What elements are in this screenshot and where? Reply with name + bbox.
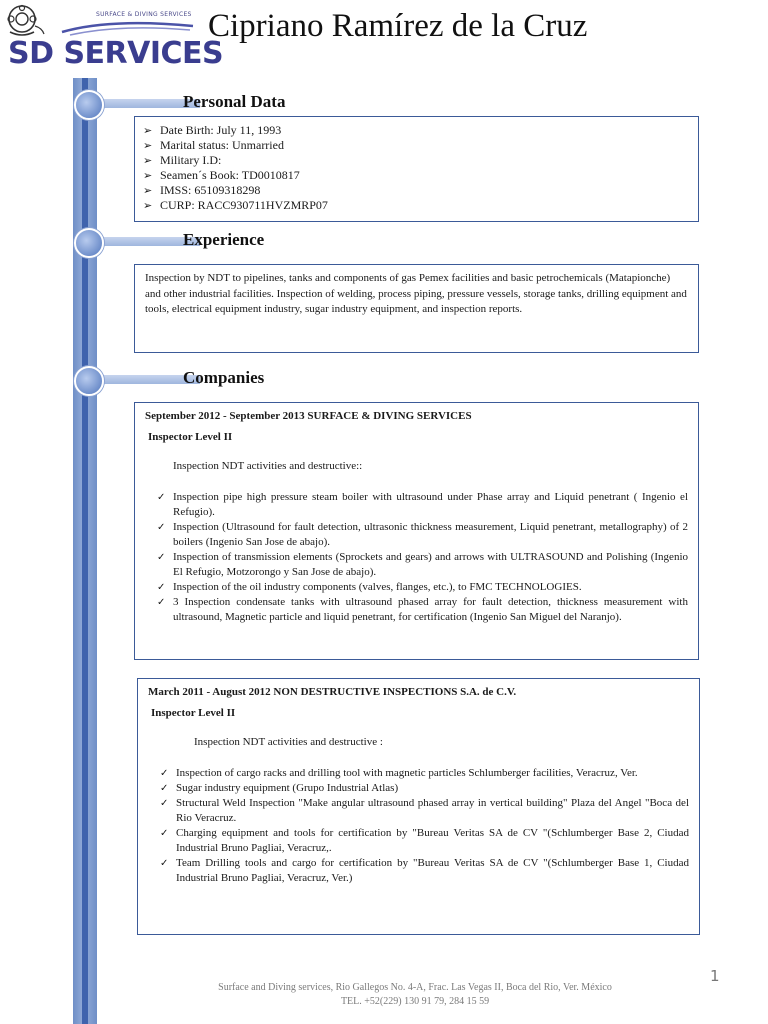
logo-tagline: SURFACE & DIVING SERVICES [96, 11, 192, 18]
section-title-personal: Personal Data [183, 92, 286, 111]
timeline-node [74, 228, 104, 258]
page-footer [130, 981, 700, 1009]
list-item: ➢ CURP: RACC930711HVZMRP07 [143, 198, 690, 213]
personal-data-box [134, 116, 699, 222]
page-number: 1 [710, 967, 720, 985]
list-item: ✓ Structural Weld Inspection "Make angular ultrasound phased array in vertical building" Plaza del Angel "Boca del Rio Veracruz. [148, 796, 689, 826]
company-role: Inspector Level II [151, 707, 236, 719]
logo-brand: SD SERVICES [8, 36, 224, 71]
section-title-companies: Companies [183, 368, 265, 387]
list-item: ➢ IMSS: 65109318298 [143, 183, 690, 198]
list-item: ➢ Marital status: Unmarried [143, 138, 690, 153]
company-duties-list [145, 490, 688, 625]
company-header: March 2011 - August 2012 NON DESTRUCTIVE INSPECTIONS S.A. de C.V. [148, 686, 517, 698]
footer-address: Surface and Diving services, Rio Gallegos No. 4-A, Frac. Las Vegas II, Boca del Rio, Ver. México [218, 982, 612, 993]
list-item: ✓ 3 Inspection condensate tanks with ultrasound phased array for fault detection, thickness measurement with ultrasound, Magnetic particle and liquid penetrant, for certification (Ingenio San Miguel del Naranjo). [145, 595, 688, 625]
company-entry [134, 402, 699, 660]
company-intro: Inspection NDT activities and destructive:: [173, 460, 363, 472]
list-item: ➢ Seamen´s Book: TD0010817 [143, 168, 690, 183]
list-item: ✓ Inspection of cargo racks and drilling tool with magnetic particles Schlumberger facilities, Veracruz, Ver. [148, 766, 689, 781]
section-title-experience: Experience [183, 230, 265, 249]
list-item: ✓ Charging equipment and tools for certification by "Bureau Veritas SA de CV "(Schlumberger Base 2, Ciudad Industrial Bruno Pagliai, Veracruz,. [148, 826, 689, 856]
company-duties-list [148, 766, 689, 886]
list-item: ✓ Sugar industry equipment (Grupo Industrial Atlas) [148, 781, 689, 796]
footer-phone: TEL. +52(229) 130 91 79, 284 15 59 [340, 996, 490, 1007]
diver-helmet-icon [2, 2, 46, 38]
timeline-node [74, 90, 104, 120]
company-entry [137, 678, 700, 935]
list-item: ✓ Inspection pipe high pressure steam boiler with ultrasound under Phase array and Liquid penetrant ( Ingenio el Refugio). [145, 490, 688, 520]
company-intro: Inspection NDT activities and destructive : [194, 736, 383, 748]
list-item: ✓ Inspection of the oil industry components (valves, flanges, etc.), to FMC TECHNOLOGIES. [145, 580, 688, 595]
page-title: Cipriano Ramírez de la Cruz [208, 8, 588, 44]
list-item: ✓ Team Drilling tools and cargo for certification by "Bureau Veritas SA de CV "(Schlumberger Base 1, Ciudad Industrial Bruno Pagliai, Veracruz, Ver.) [148, 856, 689, 886]
timeline-bar [73, 78, 97, 1024]
timeline-node [74, 366, 104, 396]
list-item: ➢ Military I.D: [143, 153, 690, 168]
list-item: ✓ Inspection (Ultrasound for fault detection, ultrasonic thickness measurement, Liquid penetrant, metallography) of 2 boilers (Ingenio San Jose de abajo). [145, 520, 688, 550]
wave-swoosh-icon [60, 20, 195, 36]
company-header: September 2012 - September 2013 SURFACE & DIVING SERVICES [145, 410, 472, 422]
company-role: Inspector Level II [148, 431, 233, 443]
personal-data-list [143, 123, 690, 213]
company-logo [0, 0, 224, 78]
list-item: ✓ Inspection of transmission elements (Sprockets and gears) and arrows with ULTRASOUND and Polishing (Ingenio El Refugio, Motzorongo y San Jose de abajo). [145, 550, 688, 580]
experience-box: Inspection by NDT to pipelines, tanks and components of gas Pemex facilities and basic petrochemicals (Matapionche) and other industrial facilities. Inspection of welding, process piping, pressure vessels, storage tanks, drilling equipment and tools, electrical equipment industry, sugar industry equipment, and inspection reports. [134, 264, 699, 353]
list-item: ➢ Date Birth: July 11, 1993 [143, 123, 690, 138]
